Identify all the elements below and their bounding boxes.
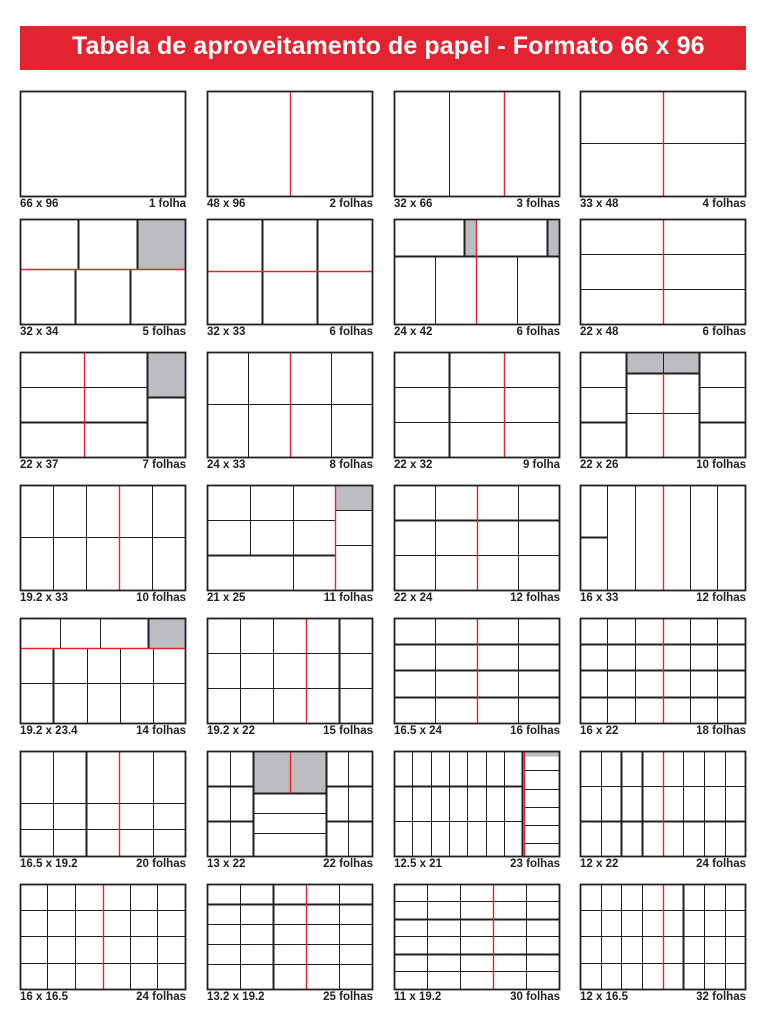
sheet-count-label: 4 folhas — [702, 198, 746, 210]
waste-area — [548, 220, 560, 257]
waste-area — [138, 220, 186, 270]
cutting-diagram — [580, 352, 746, 460]
layout-card — [580, 352, 746, 474]
cutting-diagram — [207, 91, 373, 199]
layout-card — [20, 884, 186, 1006]
layout-card — [20, 751, 186, 873]
layout-card — [580, 884, 746, 1006]
sheet-outline — [208, 885, 373, 990]
piece-size-label: 12 x 16.5 — [580, 991, 628, 1003]
cutting-diagram — [20, 618, 186, 726]
piece-size-label: 16 x 16.5 — [20, 991, 68, 1003]
sheet-outline — [395, 92, 560, 197]
sheet-count-label: 11 folhas — [323, 592, 373, 604]
sheet-count-label: 23 folhas — [510, 858, 560, 870]
sheet-count-label: 3 folhas — [516, 198, 560, 210]
cutting-diagram — [20, 219, 186, 327]
sheet-count-label: 25 folhas — [323, 991, 373, 1003]
cutting-diagram — [580, 91, 746, 199]
cutting-diagram — [207, 219, 373, 327]
cutting-diagram — [20, 751, 186, 859]
piece-size-label: 22 x 48 — [580, 326, 619, 338]
cutting-diagram — [580, 751, 746, 859]
sheet-count-label: 12 folhas — [510, 592, 560, 604]
sheet-count-label: 8 folhas — [329, 459, 373, 471]
waste-area — [465, 220, 477, 257]
cutting-diagram — [580, 485, 746, 593]
layout-card — [580, 751, 746, 873]
layout-card — [394, 751, 560, 873]
cutting-diagram — [20, 485, 186, 593]
layout-card — [580, 219, 746, 341]
sheet-count-label: 5 folhas — [142, 326, 186, 338]
sheet-count-label: 6 folhas — [516, 326, 560, 338]
layout-card — [394, 485, 560, 607]
sheet-count-label: 20 folhas — [136, 858, 186, 870]
sheet-count-label: 32 folhas — [696, 991, 746, 1003]
sheet-count-label: 14 folhas — [136, 725, 186, 737]
piece-size-label: 19.2 x 23.4 — [20, 725, 78, 737]
sheet-count-label: 1 folha — [148, 198, 186, 210]
piece-size-label: 66 x 96 — [20, 198, 59, 210]
layout-card — [394, 219, 560, 341]
cutting-diagram — [580, 219, 746, 327]
sheet-outline — [395, 752, 560, 857]
sheet-outline — [21, 92, 186, 197]
cutting-diagram — [394, 91, 560, 199]
sheet-count-label: 10 folhas — [136, 592, 186, 604]
layout-card — [580, 485, 746, 607]
sheet-count-label: 9 folha — [522, 459, 560, 471]
sheet-outline — [208, 619, 373, 724]
sheet-count-label: 6 folhas — [329, 326, 373, 338]
cutting-diagram — [580, 884, 746, 992]
piece-size-label: 21 x 25 — [207, 592, 246, 604]
piece-size-label: 48 x 96 — [207, 198, 246, 210]
cutting-diagram — [207, 352, 373, 460]
piece-size-label: 32 x 33 — [207, 326, 246, 338]
layout-card — [207, 91, 373, 213]
sheet-count-label: 15 folhas — [323, 725, 373, 737]
piece-size-label: 32 x 34 — [20, 326, 59, 338]
sheet-count-label: 16 folhas — [510, 725, 560, 737]
sheet-count-label: 18 folhas — [696, 725, 746, 737]
piece-size-label: 32 x 66 — [394, 198, 433, 210]
piece-size-label: 24 x 33 — [207, 459, 246, 471]
piece-size-label: 13 x 22 — [207, 858, 246, 870]
layout-card — [207, 751, 373, 873]
layout-card — [207, 884, 373, 1006]
cutting-diagram — [20, 352, 186, 460]
piece-size-label: 12.5 x 21 — [394, 858, 442, 870]
layout-card — [20, 485, 186, 607]
piece-size-label: 22 x 32 — [394, 459, 433, 471]
layout-card — [20, 91, 186, 213]
sheet-count-label: 24 folhas — [136, 991, 186, 1003]
piece-size-label: 11 x 19.2 — [394, 991, 442, 1003]
cutting-diagram — [394, 884, 560, 992]
layout-card — [207, 485, 373, 607]
cutting-diagram — [394, 618, 560, 726]
layout-card — [207, 352, 373, 474]
cutting-diagram — [580, 618, 746, 726]
sheet-count-label: 24 folhas — [696, 858, 746, 870]
layout-card — [580, 618, 746, 740]
cutting-diagram — [394, 352, 560, 460]
piece-size-label: 22 x 24 — [394, 592, 433, 604]
sheet-outline — [395, 353, 560, 458]
piece-size-label: 12 x 22 — [580, 858, 619, 870]
cutting-diagram — [394, 751, 560, 859]
title-banner — [20, 26, 746, 70]
waste-area — [149, 619, 186, 649]
cutting-diagram — [207, 884, 373, 992]
sheet-count-label: 22 folhas — [323, 858, 373, 870]
piece-size-label: 16 x 33 — [580, 592, 619, 604]
layout-card — [394, 91, 560, 213]
cutting-diagram — [207, 485, 373, 593]
page-title: Tabela de aproveitamento de papel - Formato 66 x 96 — [72, 32, 705, 60]
sheet-count-label: 6 folhas — [702, 326, 746, 338]
cutting-diagram — [20, 884, 186, 992]
layout-card — [20, 219, 186, 341]
cutting-diagram — [207, 751, 373, 859]
cutting-diagram — [394, 485, 560, 593]
piece-size-label: 19.2 x 22 — [207, 725, 255, 737]
sheet-count-label: 12 folhas — [696, 592, 746, 604]
piece-size-label: 22 x 37 — [20, 459, 59, 471]
layout-card — [20, 352, 186, 474]
piece-size-label: 22 x 26 — [580, 459, 619, 471]
layout-card — [394, 352, 560, 474]
waste-area — [336, 486, 373, 511]
cutting-diagram — [207, 618, 373, 726]
sheet-count-label: 30 folhas — [510, 991, 560, 1003]
sheet-count-label: 2 folhas — [329, 198, 373, 210]
sheet-count-label: 7 folhas — [142, 459, 186, 471]
piece-size-label: 24 x 42 — [394, 326, 433, 338]
layout-card — [207, 219, 373, 341]
cutting-diagram — [20, 91, 186, 199]
layout-card — [580, 91, 746, 213]
piece-size-label: 16.5 x 24 — [394, 725, 442, 737]
waste-area — [148, 353, 186, 398]
piece-size-label: 16 x 22 — [580, 725, 619, 737]
layout-card — [207, 618, 373, 740]
layout-card — [20, 618, 186, 740]
layout-card — [394, 884, 560, 1006]
piece-size-label: 16.5 x 19.2 — [20, 858, 78, 870]
piece-size-label: 13.2 x 19.2 — [207, 991, 265, 1003]
piece-size-label: 19.2 x 33 — [20, 592, 68, 604]
piece-size-label: 33 x 48 — [580, 198, 619, 210]
sheet-count-label: 10 folhas — [696, 459, 746, 471]
cutting-diagram — [394, 219, 560, 327]
layout-card — [394, 618, 560, 740]
